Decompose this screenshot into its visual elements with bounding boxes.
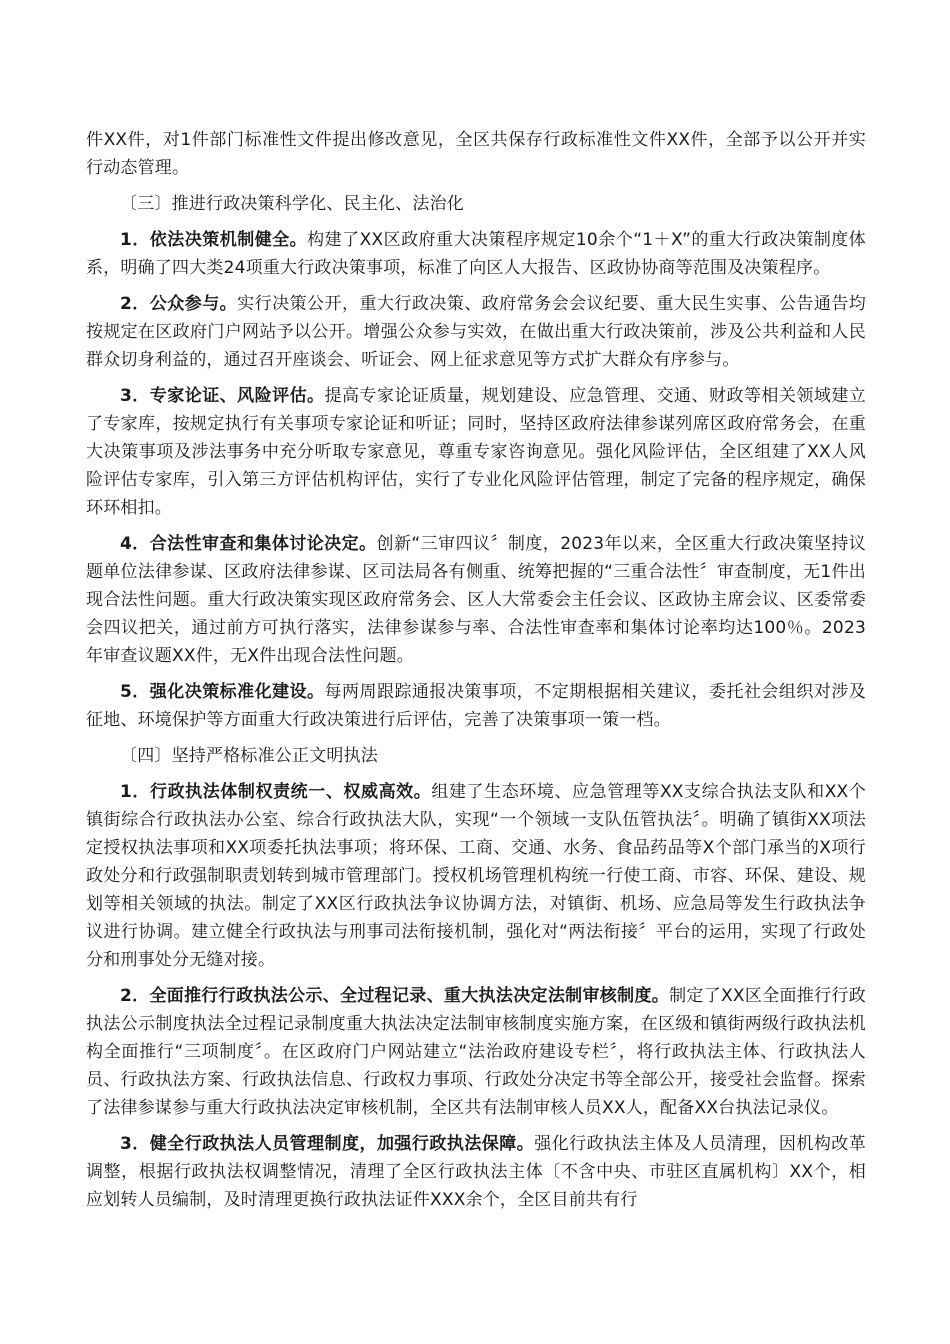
paragraph-lead: 2．公众参与。 — [120, 294, 238, 314]
paragraph-lead: 3．专家论证、风险评估。 — [120, 386, 325, 406]
paragraph — [86, 382, 866, 522]
section-heading — [86, 190, 866, 218]
paragraph — [86, 126, 866, 182]
paragraph-lead: 2．全面推行行政执法公示、全过程记录、重大执法决定法制审核制度。 — [120, 986, 670, 1006]
paragraph-lead: 1．依法决策机制健全。 — [120, 230, 308, 250]
paragraph-lead: 1．行政执法体制权责统一、权威高效。 — [120, 782, 432, 802]
paragraph-lead: 5．强化决策标准化建设。 — [120, 682, 325, 702]
paragraph — [86, 290, 866, 374]
paragraph-lead: 4．合法性审查和集体讨论决定。 — [120, 534, 377, 554]
section-heading — [86, 742, 866, 770]
paragraph — [86, 678, 866, 734]
paragraph — [86, 982, 866, 1122]
paragraph-text: 件XX件，对1件部门标准性文件提出修改意见，全区共保存行政标准性文件XX件，全部予以公开并实行动态管理。 — [86, 130, 866, 178]
paragraph-text: 每两周跟踪通报决策事项，不定期根据相关建议，委托社会组织对涉及征地、环境保护等方面重大行政决策进行后评估，完善了决策事项一策一档。 — [86, 682, 867, 730]
paragraph-text: 创新“三审四议〞制度，2023年以来，全区重大行政决策坚持议题单位法律参谋、区政府法律参谋、区司法局各有侧重、统筹把握的“三重合法性〞审查制度，无1件出现合法性问题。重大行政决策实现区政府常务会、区人大常委会主任会议、区政协主席会议、区委常委会四议把关，通过前方可执行落实，法律参谋参与率、合法性审查率和集体讨论率均达100％。2023年审查议题XX件，无X件出现合法性问题。 — [86, 534, 867, 666]
paragraph — [86, 530, 866, 670]
paragraph-text: 实行决策公开，重大行政决策、政府常务会会议纪要、重大民生实事、公告通告均按规定在区政府门户网站予以公开。增强公众参与实效，在做出重大行政决策前，涉及公共利益和人民群众切身利益的，通过召开座谈会、听证会、网上征求意见等方式扩大群众有序参与。 — [86, 294, 866, 370]
paragraph-text: 构建了XX区政府重大决策程序规定10余个“1＋X”的重大行政决策制度体系，明确了四大类24项重大行政决策事项，标准了向区人大报告、区政协协商等范围及决策程序。 — [86, 230, 866, 278]
paragraph-text: 提高专家论证质量，规划建设、应急管理、交通、财政等相关领域建立了专家库，按规定执行有关事项专家论证和听证；同时，坚持区政府法律参谋列席区政府常务会，在重大决策事项及涉法事务中充分听取专家意见，尊重专家咨询意见。强化风险评估，全区组建了XX人风险评估专家库，引入第三方评估机构评估，实行了专业化风险评估管理，制定了完备的程序规定，确保环环相扣。 — [86, 386, 867, 518]
paragraph-text: 制定了XX区全面推行行政执法公示制度执法全过程记录制度重大执法决定法制审核制度实施方案，在区级和镇街两级行政执法机构全面推行“三项制度〞。在区政府门户网站建立“法治政府建设专栏〞，将行政执法主体、行政执法人员、行政执法方案、行政执法信息、行政权力事项、行政处分决定书等全部公开，接受社会监督。探索了法律参谋参与重大行政执法决定审核机制，全区共有法制审核人员XX人，配备XX台执法记录仪。 — [86, 986, 866, 1118]
paragraph-text: 〔四〕坚持严格标准公正文明执法 — [120, 746, 378, 766]
paragraph — [86, 226, 866, 282]
paragraph-lead: 3．健全行政执法人员管理制度，加强行政执法保障。 — [120, 1134, 535, 1154]
paragraph — [86, 778, 866, 974]
paragraph-text: 强化行政执法主体及人员清理，因机构改革调整，根据行政执法权调整情况，清理了全区行政执法主体〔不含中央、市驻区直属机构〕XX个，相应划转人员编制，及时清理更换行政执法证件XXX余个，全区目前共有行 — [86, 1134, 866, 1210]
document-body — [86, 126, 866, 1222]
paragraph-text: 组建了生态环境、应急管理等XX支综合执法支队和XX个镇街综合行政执法办公室、综合行政执法大队，实现“一个领域一支队伍管执法〞。明确了镇街XX项法定授权执法事项和XX项委托执法事项；将环保、工商、交通、水务、食品药品等X个部门承当的X项行政处分和行政强制职责划转到城市管理部门。授权机场管理机构统一行使工商、市容、环保、建设、规划等相关领域的执法。制定了XX区行政执法争议协调方法，对镇街、机场、应急局等发生行政执法争议进行协调。建立健全行政执法与刑事司法衔接机制，强化对“两法衔接〞平台的运用，实现了行政处分和刑事处分无缝对接。 — [86, 782, 866, 970]
paragraph — [86, 1130, 866, 1214]
paragraph-text: 〔三〕推进行政决策科学化、民主化、法治化 — [120, 194, 464, 214]
